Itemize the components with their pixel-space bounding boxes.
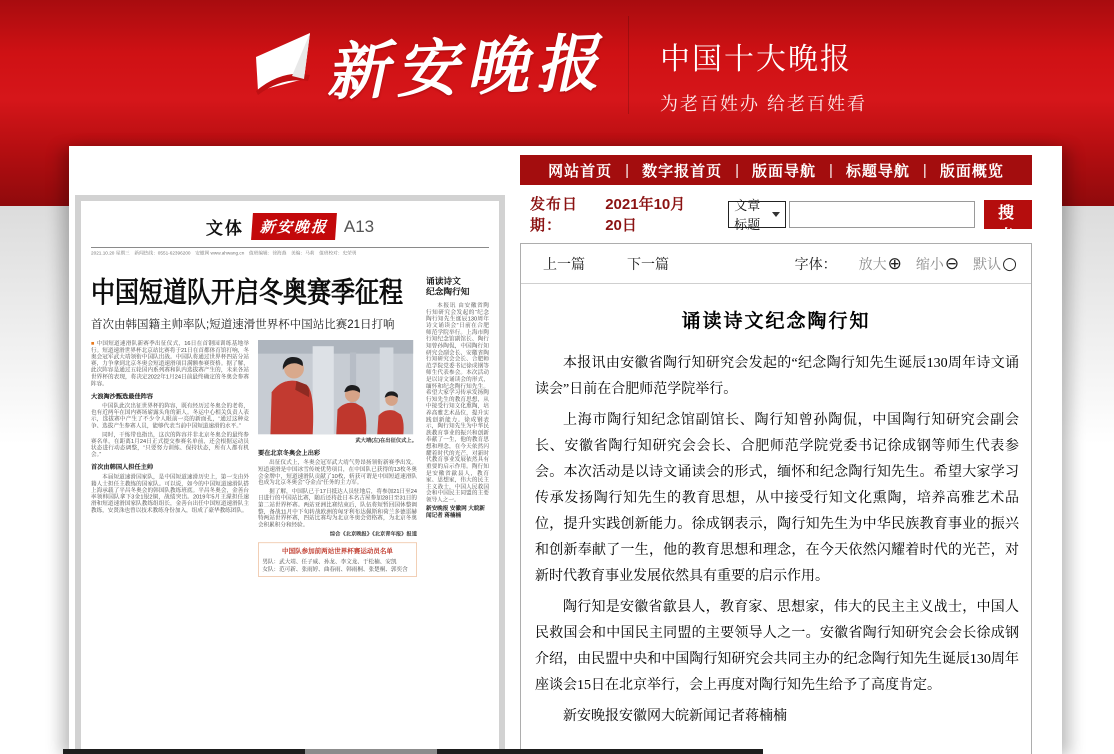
publish-date-label: 发布日期： xyxy=(530,196,579,234)
article-toolbar xyxy=(521,244,1031,284)
newspaper-page-viewer[interactable] xyxy=(75,195,505,754)
font-zoom-out-button[interactable]: 缩小 ⊖ xyxy=(915,253,960,274)
search-field-select-value: 文章标题 xyxy=(734,198,761,232)
nav-item-1[interactable]: 数字报首页 xyxy=(642,162,723,180)
np-credit-line: 综合《北京晚报》《北京青年报》报道 xyxy=(329,530,417,537)
content-sheet xyxy=(69,146,1062,754)
newspaper-page xyxy=(81,201,499,754)
np-photo-caption: 武大靖(左)在出征仪式上。 xyxy=(355,436,417,444)
np-page-number: A13 xyxy=(343,216,375,236)
np-meta-row xyxy=(91,247,489,260)
np-side-text: 本报讯 由安徽省陶行知研究会发起的“纪念陶行知先生诞辰130周年诗文诵读会”日前在合肥师范学院举行。上海市陶行知纪念馆副馆长、陶行知曾孙陶侃，中国陶行知研究会副会长、安徽省陶行知研究会会长、合肥师范学院党委书记徐成钢等师生代表参会。本次活动是以诗文诵读会的形式，缅怀和纪念陶行知先生。希望大家学习传承发扬陶行知先生的教育思想，从中接受行知文化熏陶，培养高雅艺术品位，提升实践创新能力。徐成钢表示，陶行知先生为中华民族教育事业的振兴和创新奉献了一生，他的教育思想和理念，在今天依然闪耀着时代的光芒，对新时代教育事业发展依然具有重要的启示作用。陶行知是安徽省歙县人，教育家、思想家，伟大的民主主义战士，中国人民救国会和中国民主同盟的主要领导人之一。 xyxy=(426,302,489,503)
article-paragraph: 上海市陶行知纪念馆副馆长、陶行知曾孙陶侃，中国陶行知研究会副会长、安徽省陶行知研究会会长、合肥师范学院党委书记徐成钢等师生代表参会。本次活动是以诗文诵读会的形式，缅怀和纪念陶行知先生。希望大家学习传承发扬陶行知先生的教育思想，从中接受行知文化熏陶，培养高雅艺术品位，提升实践创新能力。徐成钢表示，陶行知先生为中华民族教育事业的振兴和创新奉献了一生，他的教育思想和理念，在今天依然闪耀着时代的光芒，对新时代教育事业发展依然具有重要的启示作用。 xyxy=(535,413,1019,584)
font-controls xyxy=(795,254,1017,274)
nav-separator: | xyxy=(922,161,927,179)
np-side-column xyxy=(426,266,489,726)
next-article-link[interactable]: 下一篇 xyxy=(627,255,669,272)
np-mini-paragraph: 据了解，中国队已于17日抵达人员驻地后，将参加21日至24日进行的中国站比赛，随后还将赴日本名古屋参加28日至31日的第二站世界杯赛。两站亚洲比赛结束后，队伍将短暂回国休整调整，备战11月中下旬转战欧洲的匈牙利布达佩斯和荷兰多德雷赫特两站世界杯赛，四站比赛均为北京冬奥会资格赛，为北京冬奥会积累积分和经验。 xyxy=(258,487,417,528)
np-section-label: 文体 xyxy=(205,219,244,238)
main-nav xyxy=(520,155,1032,185)
default-size-icon: ○ xyxy=(1002,253,1017,274)
newspaper-header xyxy=(91,213,489,240)
publish-date-value: 2021年10月20日 xyxy=(605,196,686,234)
article-body xyxy=(521,351,1031,730)
athletes-photo xyxy=(258,340,413,434)
slogan-title: 中国十大晚报 xyxy=(660,43,852,76)
nav-item-0[interactable]: 网站首页 xyxy=(548,162,613,180)
nav-separator: | xyxy=(829,161,833,179)
nav-item-2[interactable]: 版面导航 xyxy=(751,162,816,180)
article-paragraph: 本报讯由安徽省陶行知研究会发起的“纪念陶行知先生诞辰130周年诗文诵读会”日前在合肥师范学院举行。 xyxy=(535,356,1019,397)
np-mini-paragraph: 中国队此次出征世界杯的阵容，既有经历过冬奥会的老将，也有近两年在国内赛场崭露头角的新人。冬运中心相关负责人表示，选拔赛中产生了不少令人眼前一亮的新面孔，“通过这种竞争、选拔产生参赛人员，能够代表当前中国短道速滑的水平。” xyxy=(91,402,249,429)
np-subhead: 首次由韩国籍主帅率队;短道速滑世界杯中国站比赛21日打响 xyxy=(91,319,395,331)
nav-item-4[interactable]: 版面概览 xyxy=(939,162,1004,180)
zoom-in-icon: ⊕ xyxy=(887,253,902,274)
article-panel xyxy=(520,243,1032,754)
right-column xyxy=(520,155,1032,754)
search-input[interactable] xyxy=(789,201,975,228)
article-paragraph: 陶行知是安徽省歙县人，教育家、思想家，伟大的民主主义战士，中国人民救国会和中国民主同盟的主要领导人之一。安徽省陶行知研究会会长徐成钢介绍，由民盟中央和中国陶行知研究会共同主办的纪念陶行知先生诞辰130周年座谈会15日在北京举行，会上再度对陶行知先生给予了高度肯定。 xyxy=(535,600,1019,693)
roster-women: 女队：范可新、张雨婷、曲春雨、韩雨桐、张楚桐、郭奕含 xyxy=(262,566,408,573)
roster-men: 男队：武大靖、任子威、孙龙、李文龙、于松楠、安凯 xyxy=(262,558,397,565)
scrollbar-thumb[interactable] xyxy=(305,749,437,754)
np-section-head-1: 大浪淘沙甄选最佳阵容 xyxy=(91,393,154,400)
slogan-subtitle: 为老百姓办 给老百姓看 xyxy=(660,94,867,114)
brand-block xyxy=(252,18,606,118)
np-mid-head: 要在北京冬奥会上出彩 xyxy=(258,449,321,457)
nav-item-3[interactable]: 标题导航 xyxy=(845,162,910,180)
zoom-out-icon: ⊖ xyxy=(944,253,960,274)
article-title: 诵读诗文纪念陶行知 xyxy=(681,311,871,332)
logo-script: 新安晚报 xyxy=(324,26,608,109)
np-mini-paragraph: 出征仪式上，冬奥会冠军武大靖气势昂扬领衔新赛季出发。短道速滑是中国冰雪传统优势项目，在中国队已获得的13枚冬奥会金牌中，短道速滑队贡献了10枚，斩获可谓是中国短道速滑队也成为北京冬奥会“夺金点”任务的主力军。 xyxy=(258,459,417,486)
search-row xyxy=(520,192,1032,245)
roster-title: 中国队参加前两站世界杯赛运动员名单 xyxy=(282,547,393,555)
search-button[interactable]: 搜 索 xyxy=(984,200,1032,229)
np-meta-line: 2021.10.20 星期三 新闻热线：0551-62396200 安徽网 www.ahwang.cn 值班编辑：徐海燕 美编：马莉 值班校对：史荣勇 xyxy=(91,250,357,256)
nav-separator: | xyxy=(625,161,630,179)
chevron-down-icon xyxy=(772,212,780,217)
np-headline: 中国短道队开启冬奥赛季征程 xyxy=(91,277,403,309)
search-field-select[interactable] xyxy=(728,198,786,232)
header-divider xyxy=(628,16,629,114)
np-side-head: 诵读诗文 纪念陶行知 xyxy=(426,276,470,297)
article-paragraph: 新安晚报安徽网大皖新闻记者蒋楠楠 xyxy=(563,709,787,724)
np-side-credit: 新安晚报 安徽网 大皖新闻记者 蒋楠楠 xyxy=(426,505,486,519)
font-zoom-in-button[interactable]: 放大 ⊕ xyxy=(858,253,902,274)
np-mini-paragraph: 同时，干练带也指出，这次的阵容并非北京冬奥会的最终参赛名单，在距离1月24日正式提交参赛名单前，还会根据运动员状态进行动态调整，“只要努力训练、保持状态，所有人都有机会。” xyxy=(91,431,249,458)
np-mini-paragraph: 本届短道速滑国家队，是中国短道速滑历史上，第一支由外籍人士担任主教练的国家队。可以说，如今的中国短道速滑队搭上海承载了平昌冬奥会的韩国队教练班底。平昌冬奥会，金善台率领韩国队拿下3金1银2铜，战绩突出。2019年5月王濛担任速滑和短道速滑国家队教练组组长，金善台出任中国短道速滑队主教练，安贤洙也曾以技术教练身份加入，组成了豪华教练团队。 xyxy=(91,473,249,514)
slogans xyxy=(660,34,867,116)
np-lead-paragraph: ■ 中国短道速滑队新赛季出征仪式，16日在首钢园训练基地举行。短道速滑世界杯北京站比赛将于21日在首都体育馆打响，冬奥会冠军武大靖领衔中国队出战。中国队将通过世界杯四站分站赛，力争拿到北京冬奥会短道速滑项目满额参赛资格。据了解，此次阵容是通过五轮国内系列赛和队内选拔赛产生的，未来各站世界杯的表现，将决定2022年1月24日前最终确定的冬奥会参赛阵容。 xyxy=(91,340,249,387)
nav-separator: | xyxy=(735,161,739,179)
np-section-head-2: 首次由韩国人担任主帅 xyxy=(91,464,154,472)
horizontal-scrollbar[interactable] xyxy=(63,749,763,754)
np-masthead-logo: 新安晚报 xyxy=(251,213,337,240)
newspaper-logo-icon xyxy=(252,29,316,107)
roster-box xyxy=(258,542,417,576)
font-size-label: 字体： xyxy=(794,255,837,272)
font-default-button[interactable]: 默认 ○ xyxy=(973,253,1017,274)
prev-article-link[interactable]: 上一篇 xyxy=(543,255,585,272)
